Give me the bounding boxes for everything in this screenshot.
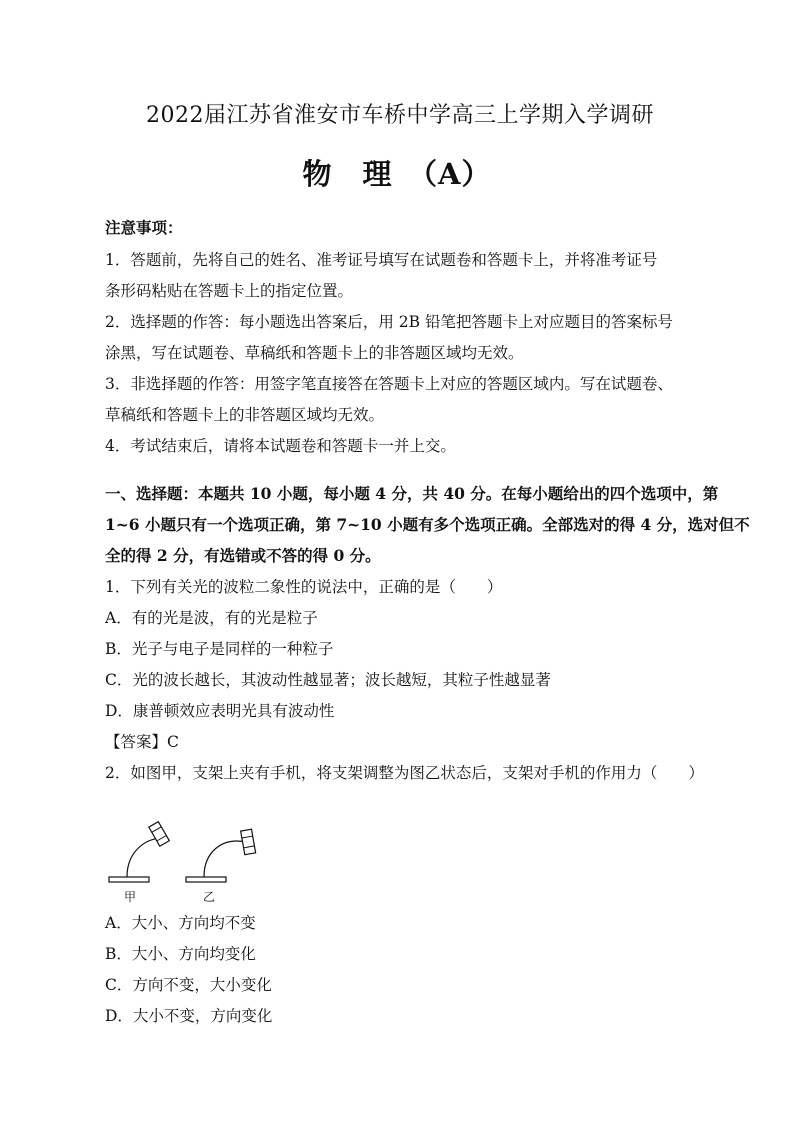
q1-option-b: B．光子与电子是同样的一种粒子 <box>105 640 334 658</box>
section-1-line-2: 1~6 小题只有一个选项正确，第 7~10 小题有多个选项正确。全部选对的得 4 分，选对但不 <box>105 515 750 534</box>
phone-stand-figure-b <box>186 829 256 882</box>
q1-option-d: D．康普顿效应表明光具有波动性 <box>105 702 335 720</box>
notice-heading: 注意事项： <box>105 218 183 237</box>
q1-answer: 【答案】C <box>105 733 179 751</box>
phone-clamp-a <box>149 822 170 847</box>
section-1-line-1: 一、选择题：本题共 10 小题，每小题 4 分，共 40 分。在每小题给出的四个选项中，第 <box>105 484 719 503</box>
figure-label-b: 乙 <box>203 890 216 904</box>
notice-item-3-line-2: 草稿纸和答题卡上的非答题区域均无效。 <box>105 406 385 424</box>
stand-base-a <box>109 877 149 882</box>
exam-title: 2022届江苏省淮安市车桥中学高三上学期入学调研 <box>146 103 654 128</box>
notice-item-1-line-2: 条形码粘贴在答题卡上的指定位置。 <box>105 282 354 300</box>
subject-title: 物 理 （A） <box>302 157 492 191</box>
q1-stem: 1．下列有关光的波粒二象性的说法中，正确的是（ ） <box>105 578 503 596</box>
stand-arm-b <box>204 841 246 877</box>
q2-option-a: A．大小、方向均不变 <box>105 914 256 932</box>
notice-item-4: 4．考试结束后，请将本试题卷和答题卡一并上交。 <box>105 437 456 455</box>
notice-item-2-line-2: 涂黑，写在试题卷、草稿纸和答题卡上的非答题区域均无效。 <box>105 344 524 362</box>
q2-option-b: B．大小、方向均变化 <box>105 945 256 963</box>
stand-base-b <box>186 877 226 882</box>
phone-stand-figure-a <box>109 822 169 882</box>
q1-option-a: A．有的光是波，有的光是粒子 <box>105 609 318 627</box>
notice-item-2-line-1: 2．选择题的作答：每小题选出答案后，用 2B 铅笔把答题卡上对应题目的答案标号 <box>105 313 673 331</box>
phone-clamp-b <box>241 829 256 855</box>
notice-item-3-line-1: 3．非选择题的作答：用签字笔直接答在答题卡上对应的答题区域内。写在试题卷、 <box>105 375 673 393</box>
q2-stem: 2．如图甲，支架上夹有手机，将支架调整为图乙状态后，支架对手机的作用力（ ） <box>105 764 704 782</box>
q2-option-d: D．大小不变，方向变化 <box>105 1007 273 1025</box>
q1-option-c: C．光的波长越长，其波动性越显著；波长越短，其粒子性越显著 <box>105 671 551 689</box>
q2-option-c: C．方向不变，大小变化 <box>105 976 272 994</box>
figure-label-a: 甲 <box>124 890 137 904</box>
section-1-line-3: 全的得 2 分，有选错或不答的得 0 分。 <box>105 546 381 565</box>
notice-item-1-line-1: 1．答题前，先将自己的姓名、准考证号填写在试题卷和答题卡上，并将准考证号 <box>105 251 658 269</box>
